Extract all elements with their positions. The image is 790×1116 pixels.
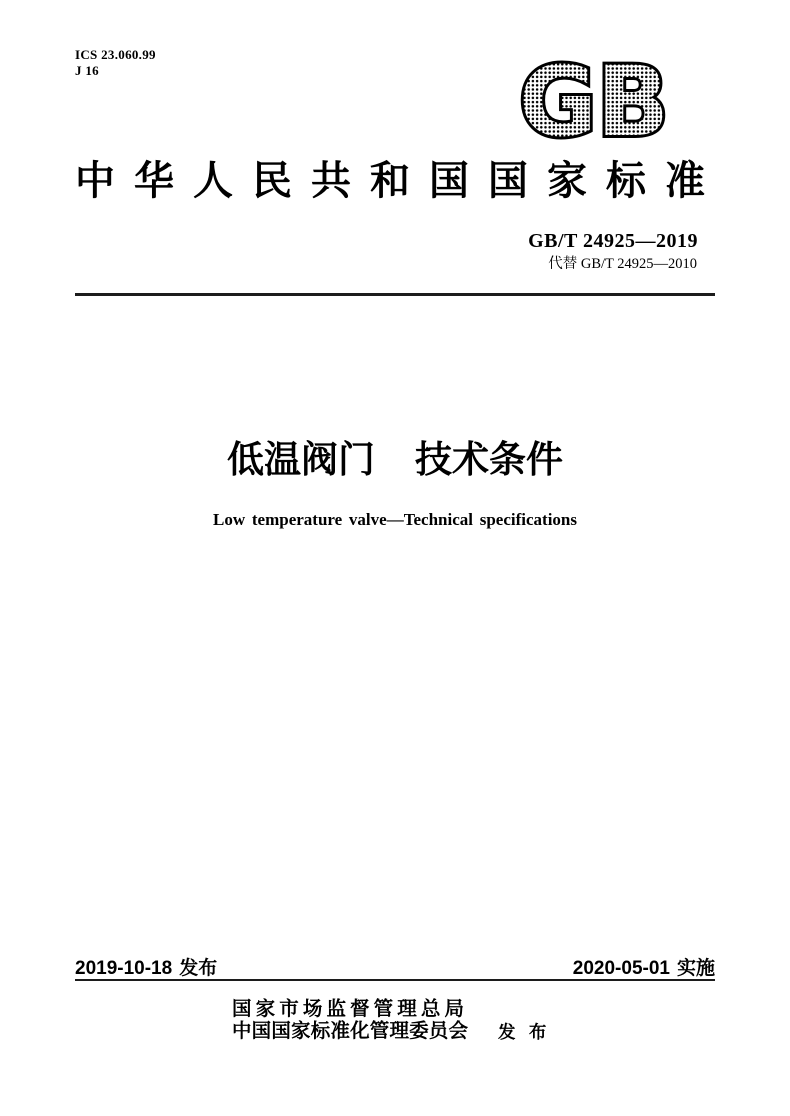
document-title-zh-right: 技术条件 <box>415 439 563 480</box>
publisher-block <box>232 999 468 1043</box>
ics-code: ICS 23.060.99 <box>75 47 156 62</box>
gb-logo-text: GB <box>519 58 669 142</box>
doc-class-code: J 16 <box>75 62 99 78</box>
header-rule <box>75 293 715 296</box>
gb-logo-icon <box>514 58 674 142</box>
implementation-date: 2020-05-01 <box>572 958 670 979</box>
issue-date-block <box>75 953 217 980</box>
implementation-date-block <box>573 953 715 980</box>
publisher-line-1: 国家市场监督管理总局 <box>232 999 468 1020</box>
implementation-date-label: 实施 <box>676 958 715 979</box>
ics-code-block <box>75 47 156 78</box>
publisher-line-2: 中国国家标准化管理委员会 <box>232 1021 468 1042</box>
release-label: 发 布 <box>498 1022 550 1042</box>
document-title-zh <box>0 440 790 480</box>
standard-number: GB/T 24925—2019 <box>528 230 698 252</box>
document-title-en: Low temperature valve—Technical specifications <box>213 510 577 529</box>
issue-date: 2019-10-18 <box>75 958 173 979</box>
replaces-note: 代替 GB/T 24925—2010 <box>548 256 697 272</box>
national-standard-heading: 中华人民共和国国家标准 <box>75 158 715 203</box>
issue-date-label: 发布 <box>179 958 218 979</box>
footer-rule <box>75 979 715 981</box>
document-title-zh-left: 低温阀门 <box>227 439 375 480</box>
